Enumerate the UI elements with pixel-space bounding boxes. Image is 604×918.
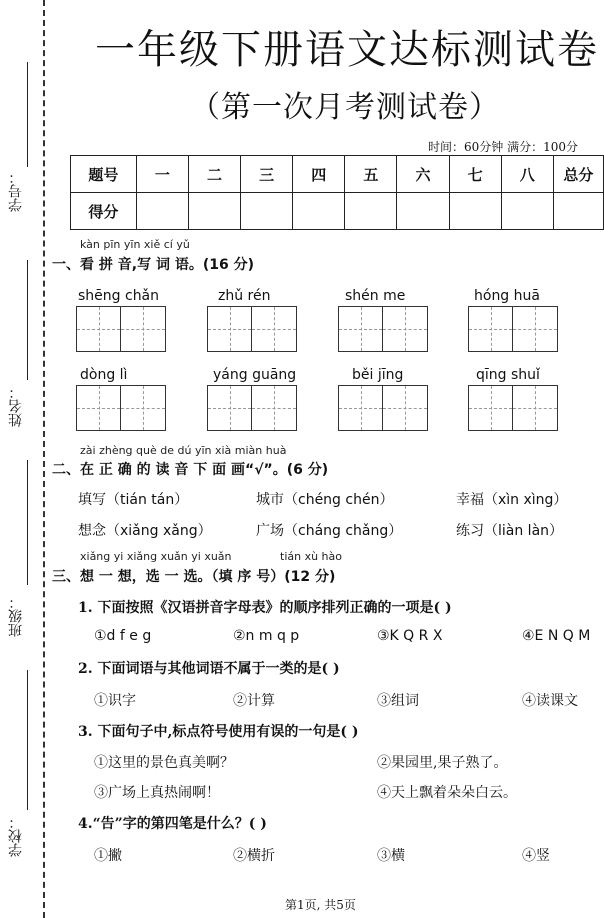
score-header-cell: 总分 — [553, 156, 603, 193]
student-no-line — [27, 62, 28, 167]
score-cell[interactable] — [241, 193, 293, 230]
section2-pinyin: zài zhèng què de dú yīn xià miàn huà — [80, 444, 287, 457]
binding-dashed-line — [43, 0, 45, 918]
writing-grid[interactable] — [207, 385, 297, 431]
writing-grid[interactable] — [76, 306, 166, 352]
word-pinyin: shēng chǎn — [78, 288, 160, 304]
word-pinyin: dòng lì — [80, 367, 128, 383]
school-line — [27, 670, 28, 810]
word-pinyin: běi jīng — [352, 367, 404, 383]
option[interactable]: ②n m q p — [233, 628, 300, 644]
score-cell[interactable] — [501, 193, 553, 230]
reading-item[interactable]: 填写（tián tán） — [78, 492, 189, 508]
exam-title: 一年级下册语文达标测试卷 — [95, 27, 599, 73]
score-header-cell: 三 — [241, 156, 293, 193]
reading-item[interactable]: 城市（chéng chén） — [256, 492, 394, 508]
option[interactable]: ④天上飘着朵朵白云。 — [377, 785, 517, 801]
page-footer: 第1页, 共5页 — [285, 898, 356, 912]
question-2: 2. 下面词语与其他词语不属于一类的是( ) — [78, 661, 340, 677]
option[interactable]: ②果园里,果子熟了。 — [377, 755, 508, 771]
score-table-score-row — [71, 193, 604, 230]
option[interactable]: ①这里的景色真美啊？ — [94, 755, 234, 771]
reading-item[interactable]: 幸福（xìn xìng） — [456, 492, 568, 508]
option[interactable]: ①识字 — [94, 693, 136, 709]
school-label: 学校： — [8, 815, 24, 857]
option[interactable]: ④读课文 — [522, 693, 578, 709]
option[interactable]: ①撇 — [94, 848, 122, 864]
score-header-cell: 一 — [136, 156, 188, 193]
question-3: 3. 下面句子中,标点符号使用有误的一句是( ) — [78, 724, 359, 740]
score-cell[interactable] — [553, 193, 603, 230]
section1-title: 一、看 拼 音,写 词 语。(16 分) — [52, 257, 254, 273]
writing-grid[interactable] — [207, 306, 297, 352]
exam-meta: 时间：60分钟 满分：100分 — [428, 140, 578, 154]
score-cell[interactable] — [293, 193, 345, 230]
class-label: 班级： — [8, 595, 24, 637]
writing-grid[interactable] — [468, 385, 558, 431]
option[interactable]: ②横折 — [233, 848, 275, 864]
option[interactable]: ①d f e g — [94, 628, 152, 644]
score-header-cell: 八 — [501, 156, 553, 193]
binding-margin — [0, 0, 48, 918]
exam-subtitle: （第一次月考测试卷） — [190, 90, 500, 125]
word-pinyin: qīng shuǐ — [476, 367, 540, 383]
score-header-cell: 题号 — [71, 156, 137, 193]
section3-pinyin-b: tián xù hào — [280, 550, 342, 563]
question-1: 1. 下面按照《汉语拼音字母表》的顺序排列正确的一项是( ) — [78, 600, 452, 616]
option[interactable]: ③广场上真热闹啊！ — [94, 785, 220, 801]
section2-title: 二、在 正 确 的 读 音 下 面 画“√”。(6 分) — [52, 462, 329, 478]
writing-grid[interactable] — [338, 306, 428, 352]
score-header-cell: 六 — [397, 156, 449, 193]
option[interactable]: ③横 — [377, 848, 405, 864]
class-line — [27, 460, 28, 585]
question-4: 4.“告”字的第四笔是什么？( ) — [78, 816, 267, 832]
word-pinyin: zhǔ rén — [218, 288, 271, 304]
word-pinyin: hóng huā — [474, 288, 540, 304]
score-row-label: 得分 — [71, 193, 137, 230]
score-table-header-row — [71, 156, 604, 193]
option[interactable]: ③K Q R X — [377, 628, 443, 644]
score-cell[interactable] — [136, 193, 188, 230]
word-pinyin: shén me — [345, 288, 406, 304]
name-line — [27, 260, 28, 380]
writing-grid[interactable] — [338, 385, 428, 431]
section3-title: 三、想 一 想，选 一 选。（填 序 号）(12 分) — [52, 569, 336, 585]
section3-pinyin-a: xiǎng yi xiǎng xuǎn yi xuǎn — [80, 550, 232, 563]
reading-item[interactable]: 练习（liàn làn） — [456, 523, 564, 539]
name-label: 姓名： — [8, 385, 24, 427]
option[interactable]: ③组词 — [377, 693, 419, 709]
option[interactable]: ④竖 — [522, 848, 550, 864]
score-header-cell: 二 — [188, 156, 240, 193]
score-cell[interactable] — [397, 193, 449, 230]
section1-pinyin: kàn pīn yīn xiě cí yǔ — [80, 238, 190, 251]
student-no-label: 学号： — [8, 170, 24, 212]
writing-grid[interactable] — [76, 385, 166, 431]
score-cell[interactable] — [345, 193, 397, 230]
score-table — [70, 155, 604, 230]
writing-grid[interactable] — [468, 306, 558, 352]
reading-item[interactable]: 想念（xiǎng xǎng） — [78, 523, 212, 539]
score-header-cell: 四 — [293, 156, 345, 193]
score-cell[interactable] — [449, 193, 501, 230]
score-header-cell: 七 — [449, 156, 501, 193]
word-pinyin: yáng guāng — [213, 367, 297, 383]
reading-item[interactable]: 广场（cháng chǎng） — [256, 523, 403, 539]
score-cell[interactable] — [188, 193, 240, 230]
score-header-cell: 五 — [345, 156, 397, 193]
option[interactable]: ④E N Q M — [522, 628, 591, 644]
option[interactable]: ②计算 — [233, 693, 275, 709]
